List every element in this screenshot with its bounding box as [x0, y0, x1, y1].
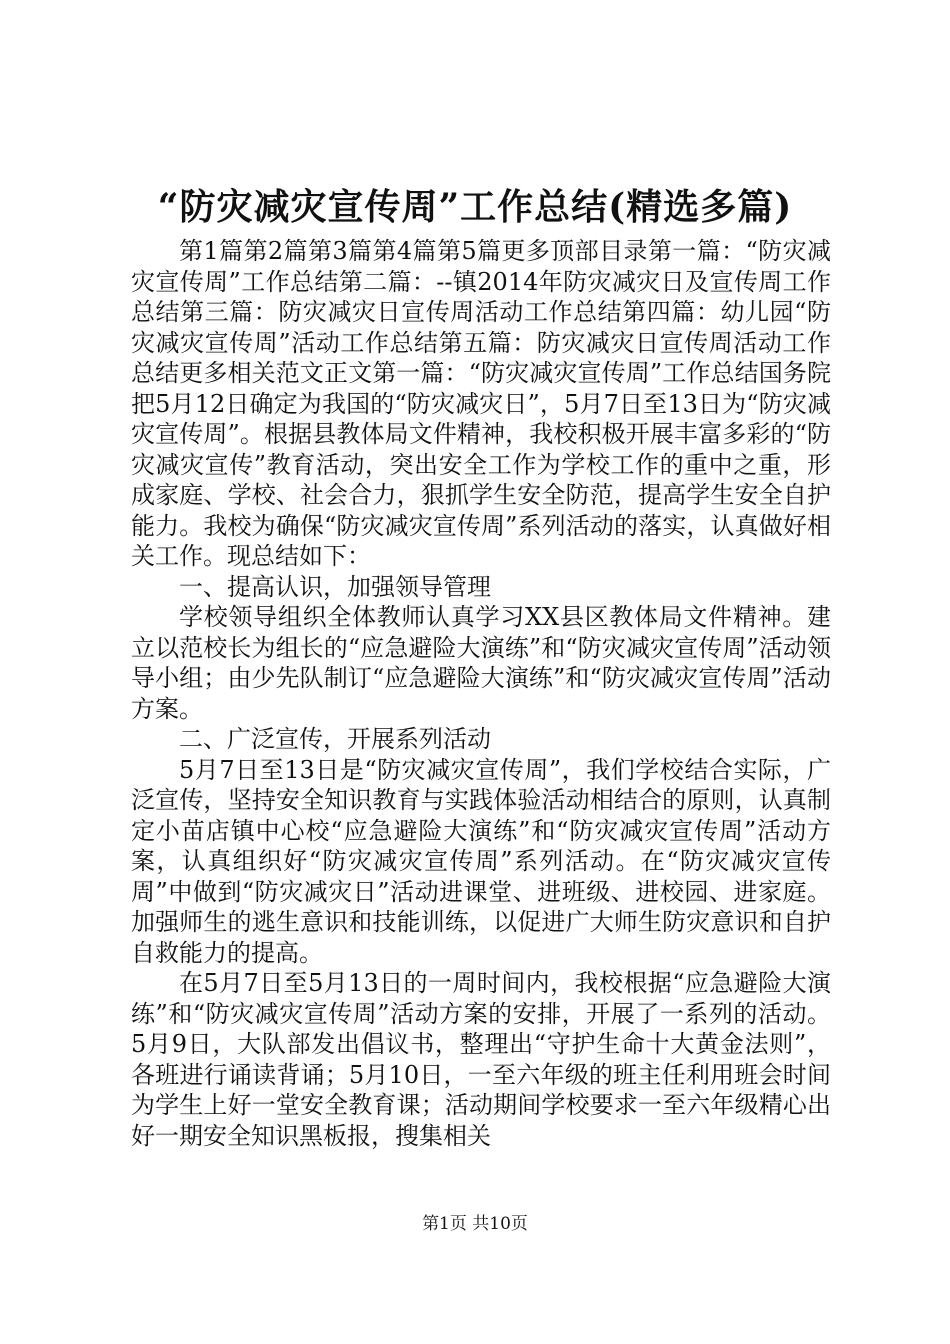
document-body — [131, 236, 831, 1151]
page-number-footer: 第1页 共10页 — [422, 1214, 528, 1234]
intro-paragraph: 第1篇第2篇第3篇第4篇第5篇更多顶部目录第一篇：“防灾减灾宣传周”工作总结第二篇：--镇2014年防灾减灾日及宣传周工作总结第三篇：防灾减灾日宣传周活动工作总结第四篇：幼儿园“防灾减灾宣传周”活动工作总结第五篇：防灾减灾日宣传周活动工作总结更多相关范文正文第一篇：“防灾减灾宣传周”工作总结国务院把5月12日确定为我国的“防灾减灾日”，5月7日至13日为“防灾减灾宣传周”。根据县教体局文件精神，我校积极开展丰富多彩的“防灾减灾宣传”教育活动，突出安全工作为学校工作的重中之重，形成家庭、学校、社会合力，狠抓学生安全防范，提高学生安全自护能力。我校为确保“防灾减灾宣传周”系列活动的落实，认真做好相关工作。现总结如下： — [131, 237, 831, 570]
section-heading-2: 二、广泛宣传，开展系列活动 — [179, 725, 491, 753]
section-heading-1: 一、提高认识，加强领导管理 — [179, 572, 491, 601]
document-title: “防灾减灾宣传周”工作总结(精选多篇) — [157, 186, 793, 228]
body-paragraph: 学校领导组织全体教师认真学习XX县区教体局文件精神。建立以范校长为组长的“应急避险大演练”和“防灾减灾宣传周”活动领导小组；由少先队制订“应急避险大演练”和“防灾减灾宣传周”活动方案。 — [131, 603, 831, 723]
body-paragraph: 在5月7日至5月13日的一周时间内，我校根据“应急避险大演练”和“防灾减灾宣传周”活动方案的安排，开展了一系列的活动。5月9日，大队部发出倡议书，整理出“守护生命十大黄金法则”，各班进行诵读背诵；5月10日，一至六年级的班主任利用班会时间为学生上好一堂安全教育课；活动期间学校要求一至六年级精心出好一期安全知识黑板报，搜集相关 — [131, 969, 831, 1150]
body-paragraph: 5月7日至13日是“防灾减灾宣传周”，我们学校结合实际，广泛宣传，坚持安全知识教育与实践体验活动相结合的原则，认真制定小苗店镇中心校“应急避险大演练”和“防灾减灾宣传周”活动方案，认真组织好“防灾减灾宣传周”系列活动。在“防灾减灾宣传周”中做到“防灾减灾日”活动进课堂、进班级、进校园、进家庭。加强师生的逃生意识和技能训练，以促进广大师生防灾意识和自护自救能力的提高。 — [131, 755, 831, 967]
